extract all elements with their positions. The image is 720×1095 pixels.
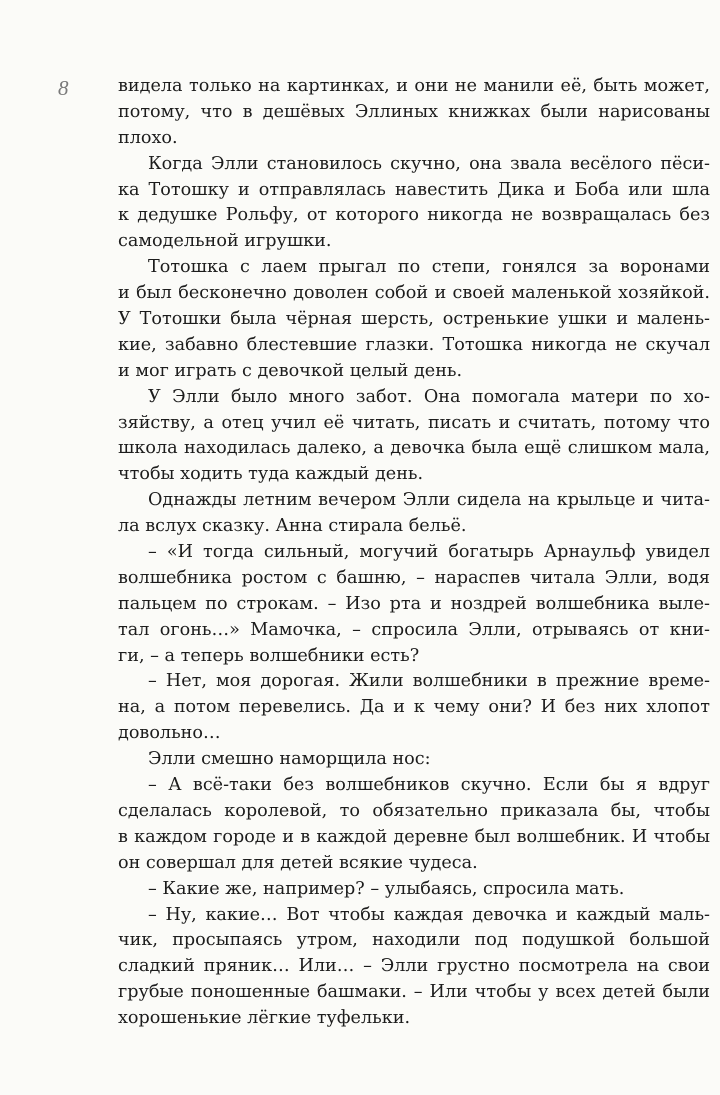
text-line: потому, что в дешёвых Эллиных книжках были нарисованы bbox=[118, 101, 710, 122]
text-line: волшебника ростом с башню, – нараспев читала Элли, водя bbox=[118, 567, 710, 588]
text-line: самодельной игрушки. bbox=[118, 231, 332, 252]
text-line: зяйству, а отец учил её читать, писать и считать, потому что bbox=[118, 412, 710, 433]
text-line: школа находилась далеко, а девочка была ещё слишком мала, bbox=[118, 438, 710, 459]
text-line: плохо. bbox=[118, 127, 178, 148]
text-line: чик, просыпаясь утром, находили под подушкой большой bbox=[118, 930, 710, 951]
text-line: – Ну, какие… Вот чтобы каждая девочка и каждый маль- bbox=[148, 904, 710, 925]
text-line: грубые поношенные башмаки. – Или чтобы у всех детей были bbox=[118, 982, 710, 1003]
text-line: Когда Элли становилось скучно, она звала весёлого пёси- bbox=[148, 153, 710, 174]
text-line: хорошенькие лёгкие туфельки. bbox=[118, 1008, 411, 1029]
book-text bbox=[118, 74, 710, 1032]
text-line: сладкий пряник… Или… – Элли грустно посмотрела на свои bbox=[118, 956, 710, 977]
text-line: к дедушке Рольфу, от которого никогда не возвращалась без bbox=[118, 205, 710, 226]
text-line: Тотошка с лаем прыгал по степи, гонялся за воронами bbox=[148, 257, 710, 278]
text-line: в каждом городе и в каждой деревне был волшебник. И чтобы bbox=[118, 826, 710, 847]
text-line: на, а потом перевелись. Да и к чему они? И без них хлопот bbox=[118, 697, 710, 718]
text-line: тал огонь…» Мамочка, – спросила Элли, отрываясь от кни- bbox=[118, 619, 710, 640]
text-line: и был бесконечно доволен собой и своей маленькой хозяйкой. bbox=[118, 283, 710, 304]
text-line: Однажды летним вечером Элли сидела на крыльце и чита- bbox=[148, 490, 710, 511]
text-line: чтобы ходить туда каждый день. bbox=[118, 464, 424, 485]
text-line: – Нет, моя дорогая. Жили волшебники в прежние време- bbox=[148, 671, 710, 692]
text-line: Элли смешно наморщила нос: bbox=[148, 749, 431, 770]
text-line: видела только на картинках, и они не манили её, быть может, bbox=[118, 76, 710, 96]
text-line: он совершал для детей всякие чудеса. bbox=[118, 852, 478, 873]
text-line: У Элли было много забот. Она помогала матери по хо- bbox=[148, 386, 710, 407]
text-line: и мог играть с девочкой целый день. bbox=[118, 360, 463, 381]
text-line: У Тотошки была чёрная шерсть, остренькие ушки и малень- bbox=[118, 309, 710, 330]
text-line: сделалась королевой, то обязательно приказала бы, чтобы bbox=[118, 800, 710, 821]
text-line: пальцем по строкам. – Изо рта и ноздрей волшебника выле- bbox=[118, 593, 710, 614]
page-number: 8 bbox=[58, 76, 69, 100]
text-line: – Какие же, например? – улыбаясь, спросила мать. bbox=[148, 878, 625, 899]
text-line: ка Тотошку и отправлялась навестить Дика и Боба или шла bbox=[118, 179, 710, 200]
text-line: – «И тогда сильный, могучий богатырь Арнаульф увидел bbox=[148, 542, 710, 563]
text-line: ла вслух сказку. Анна стирала бельё. bbox=[118, 516, 467, 537]
text-line: ги, – а теперь волшебники есть? bbox=[118, 645, 420, 666]
text-line: кие, забавно блестевшие глазки. Тотошка никогда не скучал bbox=[118, 334, 710, 355]
text-line: довольно… bbox=[118, 723, 221, 744]
text-line: – А всё-таки без волшебников скучно. Если бы я вдруг bbox=[148, 775, 710, 796]
